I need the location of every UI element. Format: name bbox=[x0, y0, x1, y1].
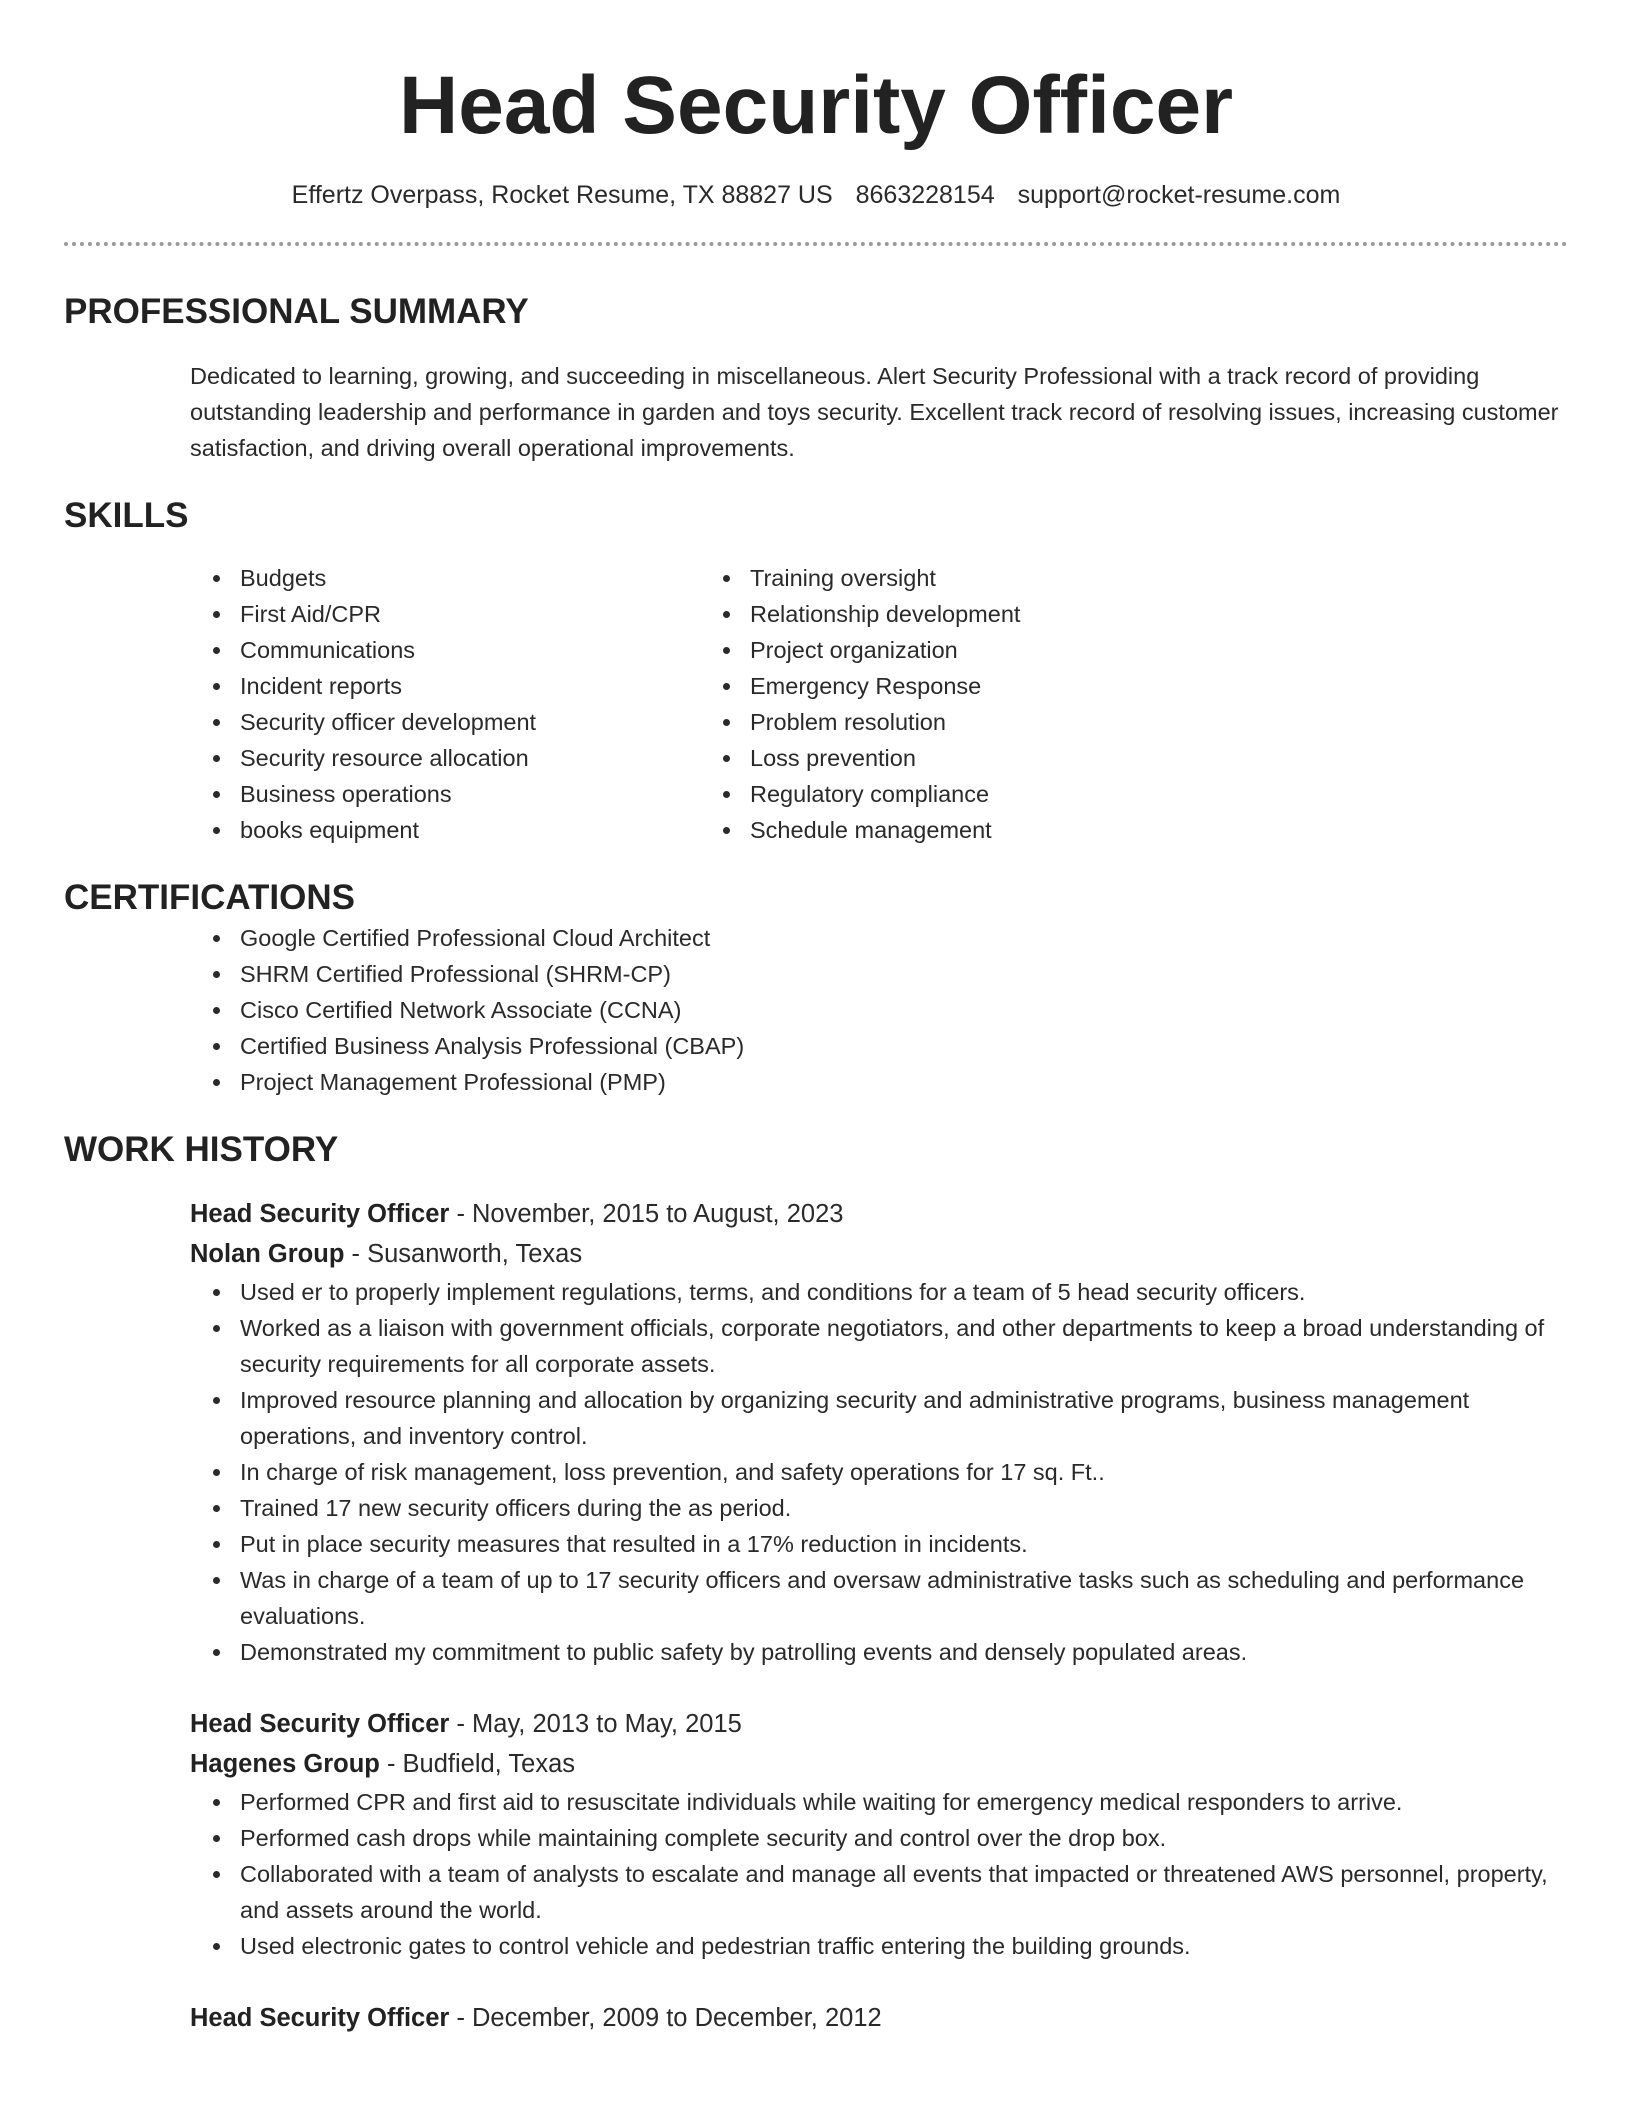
job-company: Hagenes Group bbox=[190, 1750, 380, 1778]
skill-item: • Training oversight bbox=[744, 560, 1254, 596]
job-role: Head Security Officer bbox=[190, 1710, 450, 1738]
certification-item: • SHRM Certified Professional (SHRM-CP) bbox=[234, 956, 1568, 992]
certification-item: • Cisco Certified Network Associate (CCNA) bbox=[234, 992, 1568, 1028]
job-role: Head Security Officer bbox=[190, 1200, 450, 1228]
skill-item: • Relationship development bbox=[744, 596, 1254, 632]
contact-email: support@rocket-resume.com bbox=[1017, 181, 1341, 209]
summary-heading: PROFESSIONAL SUMMARY bbox=[64, 292, 529, 331]
job-title-line bbox=[190, 1194, 1568, 1234]
job-dates: - May, 2013 to May, 2015 bbox=[449, 1710, 742, 1738]
skill-item: • Regulatory compliance bbox=[744, 776, 1254, 812]
skills-column-right bbox=[744, 560, 1254, 848]
job-duty: • Collaborated with a team of analysts to escalate and manage all events that impacted or threatened AWS personnel, property, and assets around the world. bbox=[234, 1856, 1568, 1928]
skills-heading: SKILLS bbox=[64, 496, 189, 535]
job-entry bbox=[190, 1704, 1568, 1964]
job-duty: • Performed cash drops while maintaining complete security and control over the drop box. bbox=[234, 1820, 1568, 1856]
job-company-line bbox=[190, 1234, 1568, 1274]
contact-address: Effertz Overpass, Rocket Resume, TX 88827 US bbox=[291, 181, 833, 209]
skills-column-left bbox=[64, 560, 744, 848]
job-duty: • Improved resource planning and allocation by organizing security and administrative programs, business management operations, and inventory control. bbox=[234, 1382, 1568, 1454]
job-duty: • Put in place security measures that resulted in a 17% reduction in incidents. bbox=[234, 1526, 1568, 1562]
skill-item: • Project organization bbox=[744, 632, 1254, 668]
contact-phone: 8663228154 bbox=[855, 181, 995, 209]
job-duty: • Was in charge of a team of up to 17 security officers and oversaw administrative tasks such as scheduling and performance evaluations. bbox=[234, 1562, 1568, 1634]
job-duty: • Performed CPR and first aid to resuscitate individuals while waiting for emergency medical responders to arrive. bbox=[234, 1784, 1568, 1820]
job-location: - Susanworth, Texas bbox=[344, 1240, 583, 1268]
skill-item: • Security resource allocation bbox=[234, 740, 744, 776]
job-company: Nolan Group bbox=[190, 1240, 345, 1268]
skill-item: • books equipment bbox=[234, 812, 744, 848]
header-divider bbox=[64, 242, 1568, 246]
job-duty: • Used electronic gates to control vehicle and pedestrian traffic entering the building grounds. bbox=[234, 1928, 1568, 1964]
job-duty: • Trained 17 new security officers during the as period. bbox=[234, 1490, 1568, 1526]
job-duty: • Used er to properly implement regulations, terms, and conditions for a team of 5 head security officers. bbox=[234, 1274, 1568, 1310]
skills-list bbox=[64, 560, 1568, 848]
skill-item: • Incident reports bbox=[234, 668, 744, 704]
job-duty: • Worked as a liaison with government officials, corporate negotiators, and other departments to keep a broad understanding of security requirements for all corporate assets. bbox=[234, 1310, 1568, 1382]
skill-item: • Schedule management bbox=[744, 812, 1254, 848]
skill-item: • Business operations bbox=[234, 776, 744, 812]
job-title-line bbox=[190, 1998, 1568, 2038]
summary-text: Dedicated to learning, growing, and succeeding in miscellaneous. Alert Security Professional with a track record of providing outstanding leadership and performance in garden and toys security. Excellent track record of resolving issues, increasing customer satisfaction, and driving overall operational improvements. bbox=[190, 363, 1559, 461]
certifications-list bbox=[64, 920, 1568, 1100]
job-duty: • Demonstrated my commitment to public safety by patrolling events and densely populated areas. bbox=[234, 1634, 1568, 1670]
job-duty: • In charge of risk management, loss prevention, and safety operations for 17 sq. Ft.. bbox=[234, 1454, 1568, 1490]
skill-item: • Communications bbox=[234, 632, 744, 668]
job-location: - Budfield, Texas bbox=[379, 1750, 576, 1778]
skill-item: • Budgets bbox=[234, 560, 744, 596]
job-entry bbox=[190, 1998, 1568, 2038]
work-history-heading: WORK HISTORY bbox=[64, 1130, 339, 1169]
job-dates: - November, 2015 to August, 2023 bbox=[449, 1200, 844, 1228]
job-company-line bbox=[190, 1744, 1568, 1784]
skill-item: • Security officer development bbox=[234, 704, 744, 740]
job-duties bbox=[190, 1274, 1568, 1670]
skill-item: • Loss prevention bbox=[744, 740, 1254, 776]
certification-item: • Google Certified Professional Cloud Architect bbox=[234, 920, 1568, 956]
resume-page bbox=[64, 0, 1568, 2038]
job-title-line bbox=[190, 1704, 1568, 1744]
job-duties bbox=[190, 1784, 1568, 1964]
skill-item: • First Aid/CPR bbox=[234, 596, 744, 632]
certification-item: • Project Management Professional (PMP) bbox=[234, 1064, 1568, 1100]
skill-item: • Emergency Response bbox=[744, 668, 1254, 704]
certifications-heading: CERTIFICATIONS bbox=[64, 878, 356, 917]
resume-name: Head Security Officer bbox=[399, 60, 1233, 151]
skill-item: • Problem resolution bbox=[744, 704, 1254, 740]
job-role: Head Security Officer bbox=[190, 2004, 450, 2032]
contact-line bbox=[64, 178, 1568, 212]
job-dates: - December, 2009 to December, 2012 bbox=[449, 2004, 882, 2032]
certification-item: • Certified Business Analysis Professional (CBAP) bbox=[234, 1028, 1568, 1064]
job-entry bbox=[190, 1194, 1568, 1670]
